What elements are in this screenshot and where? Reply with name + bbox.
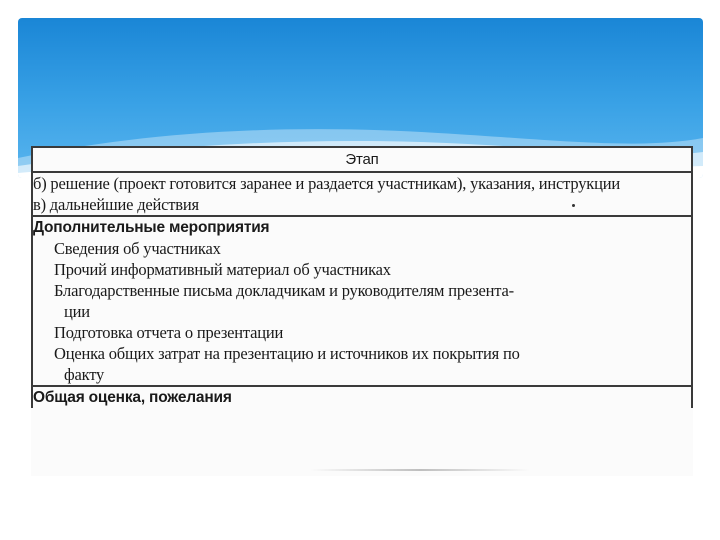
list-item: Сведения об участниках [54,239,221,258]
stage-item-v: в) дальнейшие действия [33,195,199,214]
list-item: Благодарственные письма докладчикам и руководителям презента- [54,281,514,300]
stage-item-b: б) решение (проект готовится заранее и раздается участникам), указания, инструкции [33,174,620,193]
final-row [32,386,692,408]
list-item-continuation: факту [64,365,105,384]
final-title: Общая оценка, пожелания [33,389,232,406]
list-item: Прочий информативный материал об участниках [54,260,391,279]
table-header-cell: Этап [32,147,692,172]
stage-row [32,172,692,216]
list-item-continuation: ции [64,302,90,321]
extra-events-title: Дополнительные мероприятия [33,219,270,236]
table-header-row [32,147,692,172]
scan-speck [572,204,575,207]
list-item: Подготовка отчета о презентации [54,323,284,342]
extra-events-row [32,216,692,386]
scan-fade-line [310,469,530,471]
document-table [31,146,693,408]
list-item: Оценка общих затрат на презентацию и источников их покрытия по [54,344,520,363]
